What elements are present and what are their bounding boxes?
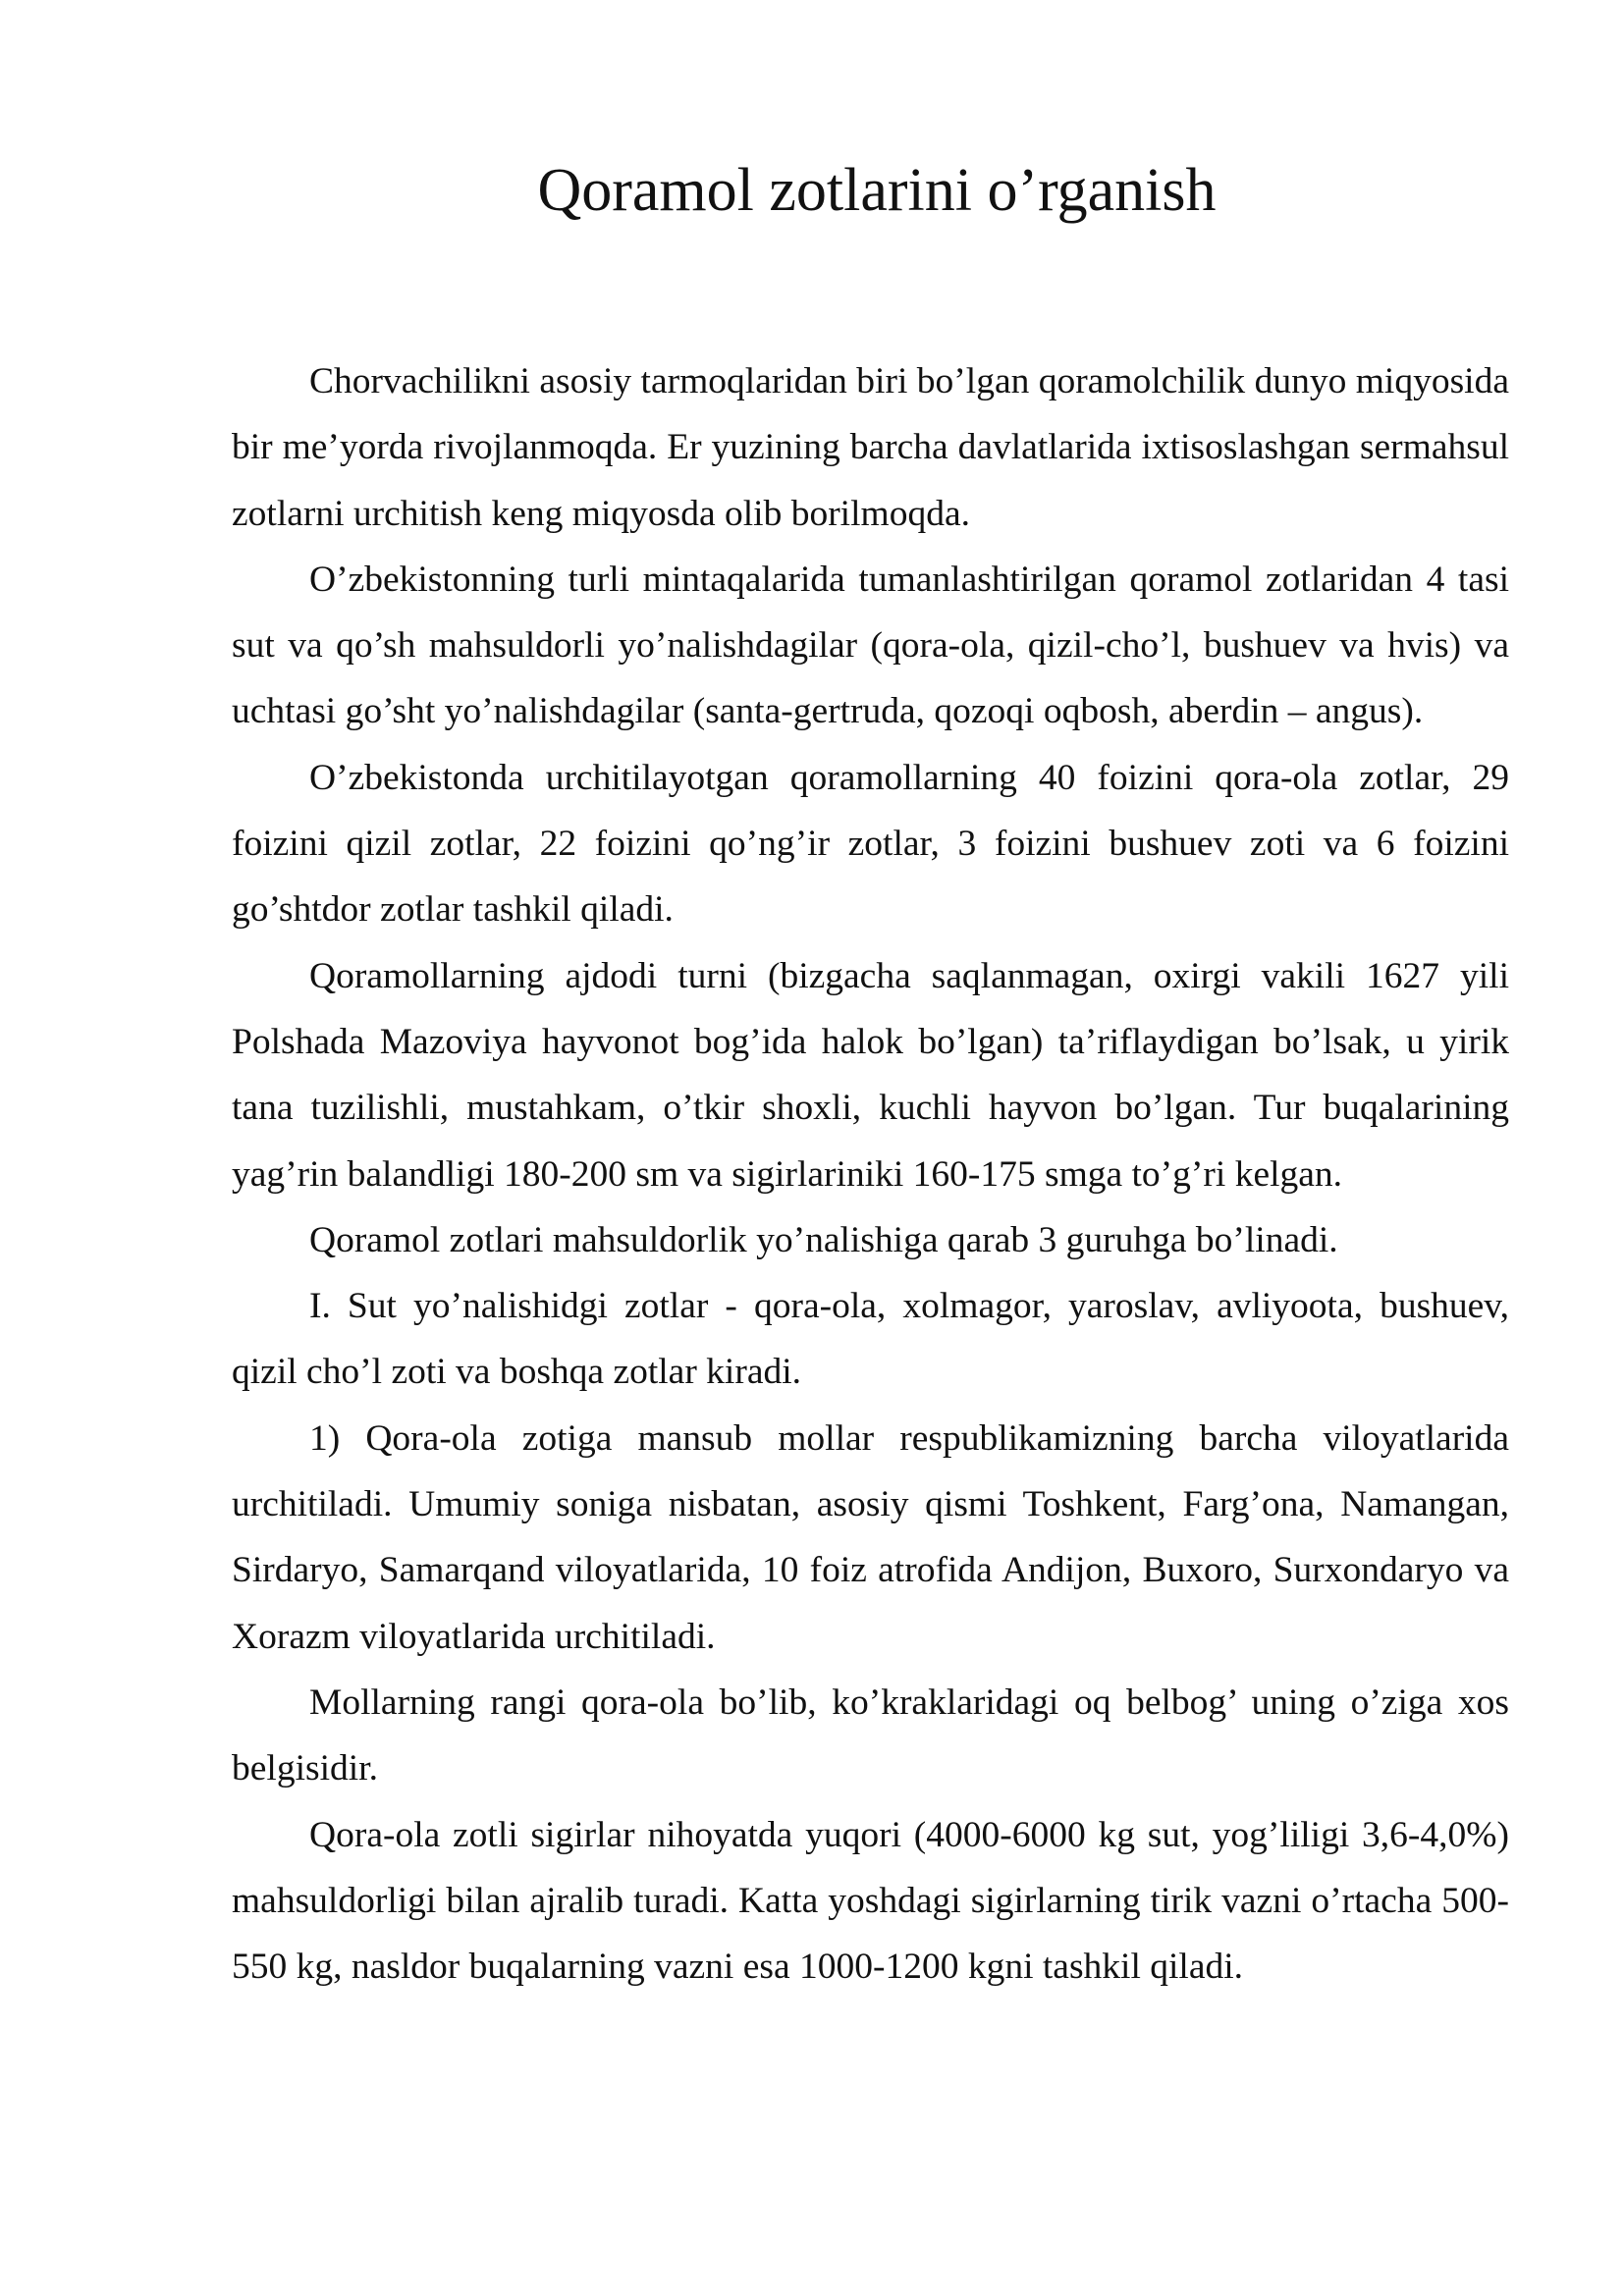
paragraph-breed-percentages: O’zbekistonda urchitilayotgan qoramollarning 40 foizini qora-ola zotlar, 29 foizini qizil zotlar, 22 foizini qo’ng’ir zotlar, 3 foizini bushuev zoti va 6 foizini go’shtdor zotlar tashkil qiladi. xyxy=(232,757,1509,931)
paragraph-regional-breeds: O’zbekistonning turli mintaqalarida tumanlashtirilgan qoramol zotlaridan 4 tasi sut va qo’sh mahsuldorli yo’nalishdagilar (qora-ola, qizil-cho’l, bushuev va hvis) va uchtasi go’sht yo’nalishdagilar (santa-gertruda, qozoqi oqbosh, aberdin – angus). xyxy=(232,559,1509,732)
paragraph-black-pied-productivity: Qora-ola zotli sigirlar nihoyatda yuqori (4000-6000 kg sut, yog’liligi 3,6-4,0%) mahsuldorligi bilan ajralib turadi. Katta yoshdagi sigirlarning tirik vazni o’rtacha 500-550 kg, nasldor buqalarning vazni esa 1000-1200 kgni tashkil qiladi. xyxy=(232,1814,1509,1988)
paragraph-black-pied-color: Mollarning rangi qora-ola bo’lib, ko’kraklaridagi oq belbog’ uning o’ziga xos belgisidir. xyxy=(232,1682,1509,1789)
paragraph-dairy-breeds: I. Sut yo’nalishidgi zotlar - qora-ola, xolmagor, yaroslav, avliyoota, bushuev, qizil cho’l zoti va boshqa zotlar kiradi. xyxy=(232,1286,1509,1393)
paragraph-intro: Chorvachilikni asosiy tarmoqlaridan biri bo’lgan qoramolchilik dunyo miqyosida bir me’yorda rivojlanmoqda. Er yuzining barcha davlatlarida ixtisoslashgan sermahsul zotlarni urchitish keng miqyosda olib borilmoqda. xyxy=(232,361,1509,534)
document-body xyxy=(232,348,1509,2000)
document-title: Qoramol zotlarini o’rganish xyxy=(537,157,1217,224)
paragraph-black-pied-regions: 1) Qora-ola zotiga mansub mollar respublikamizning barcha viloyatlarida urchitiladi. Umumiy soniga nisbatan, asosiy qismi Toshkent, Farg’ona, Namangan, Sirdaryo, Samarqand viloyatlarida, 10 foiz atrofida Andijon, Buxoro, Surxondaryo va Xorazm viloyatlarida urchitiladi. xyxy=(232,1417,1509,1657)
paragraph-ancestor: Qoramollarning ajdodi turni (bizgacha saqlanmagan, oxirgi vakili 1627 yili Polshada Mazoviya hayvonot bog’ida halok bo’lgan) ta’riflaydigan bo’lsak, u yirik tana tuzilishli, mustahkam, o’tkir shoxli, kuchli hayvon bo’lgan. Tur buqalarining yag’rin balandligi 180-200 sm va sigirlariniki 160-175 smga to’g’ri kelgan. xyxy=(232,955,1509,1195)
paragraph-groups: Qoramol zotlari mahsuldorlik yo’nalishiga qarab 3 guruhga bo’linadi. xyxy=(309,1219,1338,1260)
